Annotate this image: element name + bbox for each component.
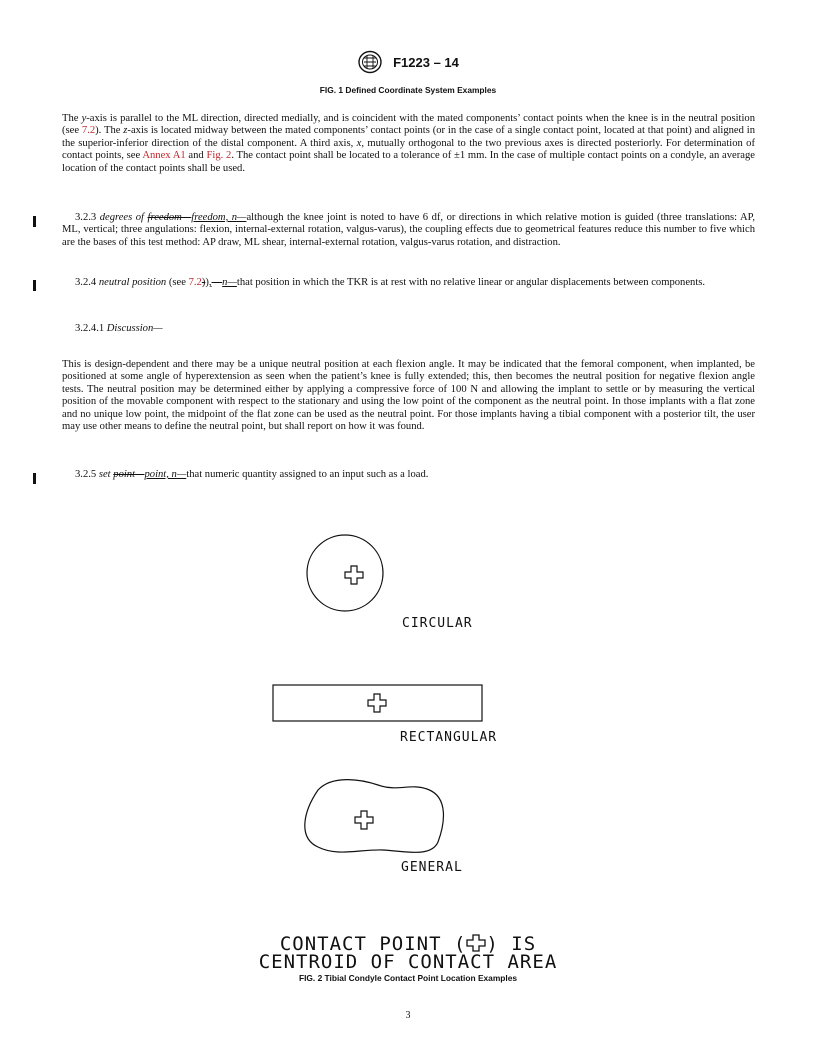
fig1-caption: FIG. 1 Defined Coordinate System Examples [319,85,497,95]
general-contact-area [305,780,444,853]
contact-point-caption-line-1: CONTACT POINT ( ) IS [279,933,537,955]
rectangular-contact-area [273,685,482,721]
discussion-paragraph: This is design-dependent and there may be a unique neutral position at each flexion angle. It may be indicated that the femoral component, when implanted, be positioned at some angle of hyperextension as seen when the patient’s knee is fully extended; this, then becomes the neutral position for negative flexion angle tests. The neutral position may be determined either by applying a compressive force of 100 N and allowing the implant to settle or by measuring the vertical position of the movable component with respect to the stationary and using the low point of the component as the neutral point. In those implants with a flat zone and no unique low point, the midpoint of the flat zone can be used as the neutral point. For those implants having a tibial component with a posterior tilt, the user may use other means to define the neutral point, but shall report on how it was found. [62,359,755,433]
fig2-caption: FIG. 2 Tibial Condyle Contact Point Location Examples [298,973,518,983]
contact-point-cross-icon [368,694,386,712]
page-number: 3 [405,1010,411,1021]
ref-7-2-link[interactable]: 7.2 [81,125,96,137]
standard-designation: F1223 – 14 [393,54,459,70]
definition-3-2-3: 3.2.3 degrees of freedom—freedom, n—although the knee joint is noted to have 6 df, or directions in which relative motion is guided (three translations: AP, ML, vertical; three angulations: flexion, internal-external rotation, valgus-varus), the coupling effects due to geometrical features reduce this number to five which are the bases of this test method: AP draw, ML shear, internal-external rotation, valgus-varus rotation, and distraction. [62,212,755,248]
rectangular-label: RECTANGULAR [400,730,498,745]
coordinate-system-paragraph: The y-axis is parallel to the ML direction, directed medially, and is coincident with the mated components’ contact points when the knee is in the neutral position (see 7.2). The z-axis is located midway between the mated components’ contact points (or in the case of a single contact point, located at that point) and aligned in the superior-inferior direction of the distal component. A third axis, x, mutually orthogonal to the two previous axes is directed posteriorly. For determination of contact points, see Annex A1 and Fig. 2. The contact point shall be located to a tolerance of ±1 mm. In the case of multiple contact points on a condyle, an average location of the contact points shall be used. [62,113,756,174]
contact-point-cross-icon [466,934,486,952]
contact-point-caption-line-2: CENTROID OF CONTACT AREA [258,951,558,973]
contact-point-cross-icon [355,811,373,829]
definition-3-2-5: 3.2.5 set point—point, n—that numeric quantity assigned to an input such as a load. [75,469,429,480]
contact-point-cross-icon [345,566,363,584]
fig-2-link[interactable]: Fig. 2 [206,150,232,162]
annex-a1-link[interactable]: Annex A1 [142,150,186,162]
general-label: GENERAL [401,860,463,875]
discussion-heading: 3.2.4.1 Discussion— [75,323,163,334]
circular-label: CIRCULAR [402,616,473,631]
ref-7-2-link[interactable]: 7.2 [188,277,202,288]
definition-3-2-4: 3.2.4 neutral position (see 7.2)),—n—that position in which the TKR is at rest with no relative linear or angular displacements between components. [75,277,706,288]
